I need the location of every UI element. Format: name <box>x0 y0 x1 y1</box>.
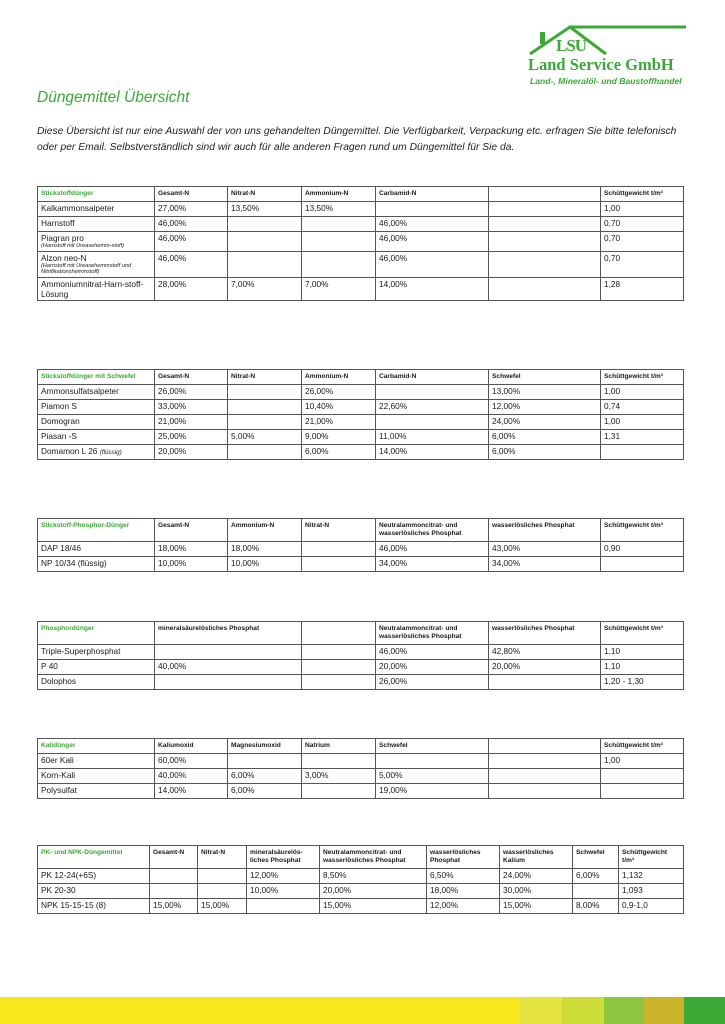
table-cell <box>489 277 601 300</box>
table-cell <box>573 884 619 899</box>
table-cell: 46,00% <box>376 542 489 557</box>
table-cell: 46,00% <box>155 251 228 277</box>
table-cell: 18,00% <box>427 884 500 899</box>
product-name: Domamon L 26 (flüssig) <box>38 445 155 460</box>
table-row <box>38 660 684 675</box>
table-row <box>38 415 684 430</box>
logo-company-name: Land Service GmbH <box>528 55 674 74</box>
column-header: Nitrat-N <box>302 519 376 542</box>
table-cell: 14,00% <box>376 277 489 300</box>
table-cell <box>302 784 376 799</box>
table-cell: 25,00% <box>155 430 228 445</box>
table-cell <box>247 899 320 914</box>
table-row <box>38 645 684 660</box>
column-header: Nitrat-N <box>198 846 247 869</box>
table-cell <box>489 217 601 232</box>
table-row <box>38 251 684 277</box>
footer-color-bar <box>0 997 725 1024</box>
column-header: Gesamt-N <box>155 187 228 202</box>
column-header <box>489 187 601 202</box>
table-cell: 20,00% <box>489 660 601 675</box>
table-cell: 11,00% <box>376 430 489 445</box>
product-name: Triple-Superphosphat <box>38 645 155 660</box>
column-header: Schwefel <box>376 739 489 754</box>
table-cell <box>228 400 302 415</box>
column-header: Neutralammoncitrat- und wasserlösliches Phosphat <box>320 846 427 869</box>
table-cell <box>302 542 376 557</box>
table-cell: 1,132 <box>619 869 684 884</box>
table-cell: 10,00% <box>228 557 302 572</box>
table-cell <box>376 202 489 217</box>
table-category-header: PK- und NPK-Düngemittel <box>38 846 150 869</box>
table-cell: 15,00% <box>150 899 198 914</box>
footer-segment <box>684 997 725 1024</box>
table-cell: 46,00% <box>155 217 228 232</box>
product-note: (flüssig) <box>99 449 122 456</box>
table-cell: 22,60% <box>376 400 489 415</box>
table-cell <box>302 557 376 572</box>
table-cell <box>302 645 376 660</box>
product-name: Dolophos <box>38 675 155 690</box>
column-header: Gesamt-N <box>155 519 228 542</box>
table-row <box>38 869 684 884</box>
table-cell <box>376 385 489 400</box>
table-cell: 12,00% <box>427 899 500 914</box>
table-cell <box>228 445 302 460</box>
product-note: (Harnstoff mit Ureasehemm-stoff) <box>41 243 124 249</box>
column-header: Carbamid-N <box>376 370 489 385</box>
column-header: wasserlösliches Kalium <box>500 846 573 869</box>
table-cell: 6,00% <box>228 769 302 784</box>
table-cell: 0,70 <box>601 232 684 252</box>
table-cell: 30,00% <box>500 884 573 899</box>
product-name: Polysulfat <box>38 784 155 799</box>
table-cell: 15,00% <box>320 899 427 914</box>
table-cell: 14,00% <box>376 445 489 460</box>
column-header: Neutralammoncitrat- und wasserlösliches Phosphat <box>376 519 489 542</box>
table-row <box>38 202 684 217</box>
table-cell: 13,50% <box>302 202 376 217</box>
table-row <box>38 784 684 799</box>
product-name: DAP 18/46 <box>38 542 155 557</box>
table-cell <box>228 217 302 232</box>
table-cell <box>155 645 302 660</box>
logo-subtitle: Land-, Mineralöl- und Baustoffhandel <box>530 76 682 86</box>
column-header: Natrium <box>302 739 376 754</box>
table-cell: 12,00% <box>489 400 601 415</box>
footer-segment <box>562 997 604 1024</box>
table-cell <box>302 660 376 675</box>
table-cell <box>601 557 684 572</box>
table-cell: 24,00% <box>489 415 601 430</box>
table-cell: 43,00% <box>489 542 601 557</box>
footer-segment <box>0 997 520 1024</box>
column-header: wasserlösliches Phosphat <box>489 519 601 542</box>
product-name: Korn-Kali <box>38 769 155 784</box>
table-cell <box>489 769 601 784</box>
table-cell: 21,00% <box>302 415 376 430</box>
table-cell: 40,00% <box>155 660 302 675</box>
column-header: Carbamid-N <box>376 187 489 202</box>
table-cell: 7,00% <box>302 277 376 300</box>
table-cell: 15,00% <box>198 899 247 914</box>
column-header: Nitrat-N <box>228 370 302 385</box>
table-kaliduenger <box>37 738 684 799</box>
table-cell: 13,00% <box>489 385 601 400</box>
table-cell <box>489 202 601 217</box>
table-row <box>38 754 684 769</box>
table-cell: 1,00 <box>601 385 684 400</box>
table-cell <box>302 251 376 277</box>
table-cell <box>228 754 302 769</box>
column-header: wasserlösliches Phosphat <box>489 622 601 645</box>
table-phosphorduenger <box>37 621 684 690</box>
table-cell: 27,00% <box>155 202 228 217</box>
product-name: 60er Kali <box>38 754 155 769</box>
table-category-header: Phosphordünger <box>38 622 155 645</box>
product-name: Domogran <box>38 415 155 430</box>
table-cell: 0,9-1,0 <box>619 899 684 914</box>
product-name: Ammoniumnitrat-Harn-stoff-Lösung <box>38 277 155 300</box>
table-cell <box>155 675 302 690</box>
table-category-header: Stickstoffdünger mit Schwefel <box>38 370 155 385</box>
table-cell: 20,00% <box>155 445 228 460</box>
product-name: NP 10/34 (flüssig) <box>38 557 155 572</box>
table-cell: 8,50% <box>320 869 427 884</box>
product-name: Ammonsulfatsalpeter <box>38 385 155 400</box>
page-title: Düngemittel Übersicht <box>37 89 190 106</box>
table-cell <box>198 884 247 899</box>
table-row <box>38 400 684 415</box>
table-cell: 46,00% <box>376 251 489 277</box>
table-row <box>38 675 684 690</box>
column-header: Neutralammoncitrat- und wasserlösliches Phosphat <box>376 622 489 645</box>
table-cell <box>302 754 376 769</box>
table-cell <box>601 784 684 799</box>
table-cell: 0,70 <box>601 251 684 277</box>
column-header: Ammonium-N <box>302 187 376 202</box>
table-cell: 34,00% <box>489 557 601 572</box>
column-header: Gesamt-N <box>155 370 228 385</box>
table-cell: 20,00% <box>320 884 427 899</box>
table-cell <box>489 784 601 799</box>
table-row <box>38 385 684 400</box>
table-cell: 26,00% <box>155 385 228 400</box>
table-cell: 19,00% <box>376 784 489 799</box>
table-cell: 28,00% <box>155 277 228 300</box>
table-cell: 1,10 <box>601 645 684 660</box>
product-name: NPK 15-15-15 (8) <box>38 899 150 914</box>
table-cell: 1,28 <box>601 277 684 300</box>
table-cell: 46,00% <box>376 217 489 232</box>
table-cell <box>228 385 302 400</box>
table-cell <box>302 675 376 690</box>
table-cell: 14,00% <box>155 784 228 799</box>
product-name: PK 20-30 <box>38 884 150 899</box>
product-name: Piagran pro (Harnstoff mit Ureasehemm-stoff) <box>38 232 155 252</box>
table-stickstoff-phosphor-duenger <box>37 518 684 572</box>
table-cell: 0,90 <box>601 542 684 557</box>
table-cell <box>150 869 198 884</box>
table-cell: 12,00% <box>247 869 320 884</box>
table-cell: 13,50% <box>228 202 302 217</box>
product-name: PK 12-24(+6S) <box>38 869 150 884</box>
column-header: Schüttgewicht t/m³ <box>601 187 684 202</box>
product-name: Piasan -S <box>38 430 155 445</box>
table-cell: 7,00% <box>228 277 302 300</box>
table-cell: 60,00% <box>155 754 228 769</box>
table-cell: 1,00 <box>601 202 684 217</box>
column-header: mineralsäurelös-liches Phosphat <box>247 846 320 869</box>
column-header: Gesamt-N <box>150 846 198 869</box>
column-header <box>302 622 376 645</box>
table-cell: 1,093 <box>619 884 684 899</box>
column-header <box>489 739 601 754</box>
table-cell: 0,74 <box>601 400 684 415</box>
table-cell: 18,00% <box>155 542 228 557</box>
column-header: Magnesiumoxid <box>228 739 302 754</box>
table-row <box>38 430 684 445</box>
column-header: Schüttgewicht t/m³ <box>619 846 684 869</box>
table-cell: 33,00% <box>155 400 228 415</box>
table-cell: 3,00% <box>302 769 376 784</box>
table-cell: 0,70 <box>601 217 684 232</box>
table-cell: 46,00% <box>376 645 489 660</box>
table-cell: 40,00% <box>155 769 228 784</box>
table-cell: 6,00% <box>573 869 619 884</box>
table-cell: 10,00% <box>155 557 228 572</box>
column-header: Schüttgewicht t/m³ <box>601 622 684 645</box>
table-stickstoffduenger-mit-schwefel <box>37 369 684 460</box>
product-name: Kalkammonsalpeter <box>38 202 155 217</box>
table-row <box>38 217 684 232</box>
table-cell: 6,00% <box>228 784 302 799</box>
table-cell: 10,40% <box>302 400 376 415</box>
column-header: Schwefel <box>573 846 619 869</box>
table-row <box>38 769 684 784</box>
table-cell: 46,00% <box>155 232 228 252</box>
table-cell <box>489 251 601 277</box>
table-cell <box>376 754 489 769</box>
column-header: Schüttgewicht t/m³ <box>601 739 684 754</box>
footer-segment <box>604 997 644 1024</box>
table-cell: 6,50% <box>427 869 500 884</box>
table-cell <box>198 869 247 884</box>
table-row <box>38 445 684 460</box>
table-cell <box>302 217 376 232</box>
table-row <box>38 557 684 572</box>
table-cell <box>601 445 684 460</box>
column-header: Nitrat-N <box>228 187 302 202</box>
table-cell <box>489 675 601 690</box>
footer-segment <box>520 997 562 1024</box>
column-header: Kaliumoxid <box>155 739 228 754</box>
table-category-header: Stickstoffdünger <box>38 187 155 202</box>
product-name: P 40 <box>38 660 155 675</box>
table-row <box>38 277 684 300</box>
column-header: mineralsäurelösliches Phosphat <box>155 622 302 645</box>
table-cell: 9,00% <box>302 430 376 445</box>
table-row <box>38 232 684 252</box>
table-cell: 6,00% <box>489 430 601 445</box>
product-note: (Harnstoff mit Ureasehemmstoff und Nitrifikationshemmstoff) <box>41 262 132 275</box>
column-header: Ammonium-N <box>228 519 302 542</box>
company-logo <box>528 24 688 92</box>
table-row <box>38 899 684 914</box>
table-cell: 26,00% <box>376 675 489 690</box>
table-cell: 21,00% <box>155 415 228 430</box>
table-cell: 26,00% <box>302 385 376 400</box>
table-stickstoffduenger <box>37 186 684 301</box>
table-cell: 1,10 <box>601 660 684 675</box>
table-cell: 34,00% <box>376 557 489 572</box>
product-name: Piamon S <box>38 400 155 415</box>
table-cell: 5,00% <box>228 430 302 445</box>
column-header: Schüttgewicht t/m³ <box>601 519 684 542</box>
table-cell: 1,20 - 1,30 <box>601 675 684 690</box>
table-row <box>38 542 684 557</box>
table-row <box>38 884 684 899</box>
column-header: Schüttgewicht t/m³ <box>601 370 684 385</box>
product-name: Alzon neo-N (Harnstoff mit Ureasehemmstoff und Nitrifikationshemmstoff) <box>38 251 155 277</box>
table-cell <box>228 415 302 430</box>
table-cell: 15,00% <box>500 899 573 914</box>
table-cell: 24,00% <box>500 869 573 884</box>
table-cell: 46,00% <box>376 232 489 252</box>
table-cell: 1,00 <box>601 415 684 430</box>
intro-text: Diese Übersicht ist nur eine Auswahl der von uns gehandelten Düngemittel. Die Verfügbarkeit, Verpackung etc. erfragen Sie bitte telefonisch oder per Email. Selbstverständlich sind wir auch für alle anderen Fragen rund um Düngemittel für Sie da. <box>37 126 677 153</box>
table-cell: 10,00% <box>247 884 320 899</box>
table-cell: 6,00% <box>489 445 601 460</box>
column-header: Schwefel <box>489 370 601 385</box>
table-cell: 20,00% <box>376 660 489 675</box>
footer-segment <box>644 997 684 1024</box>
table-cell <box>489 754 601 769</box>
table-category-header: Kalidünger <box>38 739 155 754</box>
table-cell <box>601 769 684 784</box>
table-cell: 1,31 <box>601 430 684 445</box>
table-cell <box>489 232 601 252</box>
table-cell <box>228 251 302 277</box>
column-header: Ammonium-N <box>302 370 376 385</box>
table-cell <box>376 415 489 430</box>
table-cell <box>150 884 198 899</box>
table-cell: 8,00% <box>573 899 619 914</box>
product-name: Harnstoff <box>38 217 155 232</box>
table-cell: 1,00 <box>601 754 684 769</box>
table-cell: 6,00% <box>302 445 376 460</box>
logo-initials: LSU <box>556 36 587 55</box>
table-pk-npk-duengemittel <box>37 845 684 914</box>
table-cell: 18,00% <box>228 542 302 557</box>
table-category-header: Stickstoff-Phosphor-Dünger <box>38 519 155 542</box>
table-cell <box>228 232 302 252</box>
table-cell: 42,80% <box>489 645 601 660</box>
column-header: wasserlösliches Phosphat <box>427 846 500 869</box>
table-cell <box>302 232 376 252</box>
table-cell: 5,00% <box>376 769 489 784</box>
